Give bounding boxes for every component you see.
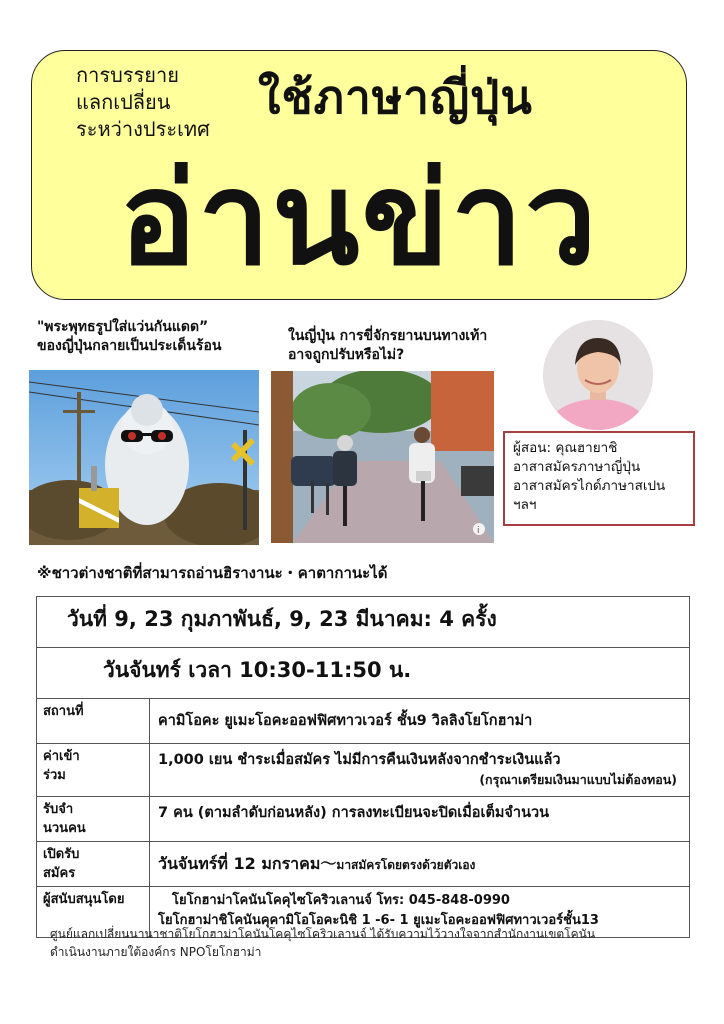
supporter-label: ผู้สนับสนุนโดย bbox=[37, 887, 150, 938]
supporter-line: โยโกฮาม่าโคนันโคคุไซโคริวเลานจ์ โทร: 045-848-0990 bbox=[172, 893, 510, 908]
label-line: ร่วม bbox=[43, 768, 66, 783]
eligibility-note: ※ชาวต่างชาติที่สามารถอ่านฮิรางานะ・คาตากานะได้ bbox=[37, 564, 388, 582]
subtitle-line: แลกเปลี่ยน bbox=[76, 90, 171, 114]
fee-label bbox=[37, 744, 150, 797]
teacher-line: ผู้สอน: คุณฮายาชิ bbox=[513, 440, 618, 456]
schedule-dates-row bbox=[37, 597, 690, 648]
teacher-line: อาสาสมัครไกด์ภาษาสเปน bbox=[513, 478, 666, 494]
buddha-photo bbox=[29, 370, 259, 545]
event-details-table bbox=[36, 596, 690, 938]
venue-value: คามิโอคะ ยูเมะโอคะออฟฟิศทาวเวอร์ ชั้น9 วิลลิงโยโกฮาม่า bbox=[150, 699, 690, 744]
teacher-info bbox=[503, 431, 695, 526]
teacher-portrait-icon bbox=[543, 320, 653, 430]
fee-text: 1,000 เยน ชำระเมื่อสมัคร ไม่มีการคืนเงินหลังจากชำระเงินแล้ว bbox=[158, 752, 561, 768]
teacher-line: ฯลฯ bbox=[513, 497, 537, 513]
label-line: ค่าเข้า bbox=[43, 749, 80, 764]
bicycle-photo bbox=[271, 371, 494, 543]
caption-line: อาจถูกปรับหรือไม่? bbox=[288, 347, 405, 363]
header-subtitle bbox=[76, 62, 210, 143]
venue-label: สถานที่ bbox=[37, 699, 150, 744]
subtitle-line: การบรรยาย bbox=[76, 63, 179, 87]
main-title: อ่านข่าว bbox=[119, 145, 599, 294]
schedule-time: วันจันทร์ เวลา 10:30-11:50 น. bbox=[37, 648, 690, 699]
registration-note: มาสมัครโดยตรงด้วยตัวเอง bbox=[336, 858, 476, 872]
registration-date: วันจันทร์ที่ 12 มกราคม〜 bbox=[158, 854, 337, 873]
schedule-dates: วันที่ 9, 23 กุมภาพันธ์, 9, 23 มีนาคม: 4 ครั้ง bbox=[37, 597, 690, 648]
capacity-label bbox=[37, 797, 150, 842]
schedule-time-row bbox=[37, 648, 690, 699]
caption-line: "พระพุทธรูปใส่แว่นกันแดด” bbox=[37, 319, 209, 335]
label-line: เปิดรับ bbox=[43, 847, 80, 862]
registration-value bbox=[150, 842, 690, 887]
supporter-line: โยโกฮาม่าชิโคนันคุคามิโอโอคะนิชิ 1 -6- 1 ยูเมะโอคะออฟฟิศทาวเวอร์ชั้น13 bbox=[158, 913, 599, 928]
teacher-line: อาสาสมัครภาษาญี่ปุ่น bbox=[513, 459, 641, 475]
capacity-row bbox=[37, 797, 690, 842]
fee-value bbox=[150, 744, 690, 797]
label-line: นวนคน bbox=[43, 821, 86, 836]
venue-row bbox=[37, 699, 690, 744]
news-caption-bicycle bbox=[288, 327, 487, 365]
footer bbox=[50, 925, 595, 961]
registration-row bbox=[37, 842, 690, 887]
title-top: ใช้ภาษาญี่ปุ่น bbox=[258, 70, 533, 124]
fee-note: (กรุณาเตรียมเงินมาแบบไม่ต้องทอน) bbox=[479, 772, 677, 787]
teacher-avatar bbox=[543, 320, 653, 430]
footer-line: ดำเนินงานภายใต้องค์กร NPOโยโกฮาม่า bbox=[50, 945, 262, 959]
news-caption-buddha bbox=[37, 318, 221, 356]
registration-label bbox=[37, 842, 150, 887]
buddha-sunglasses-illustration bbox=[29, 370, 259, 545]
subtitle-line: ระหว่างประเทศ bbox=[76, 117, 210, 141]
label-line: รับจำ bbox=[43, 802, 74, 817]
label-line: สมัคร bbox=[43, 866, 76, 881]
svg-text:i: i bbox=[477, 526, 480, 536]
caption-line: ของญี่ปุ่นกลายเป็นประเด็นร้อน bbox=[37, 338, 222, 354]
bicycle-street-illustration bbox=[271, 371, 494, 543]
caption-line: ในญี่ปุ่น การขี่จักรยานบนทางเท้า bbox=[288, 328, 488, 344]
footer-line: ศูนย์แลกเปลี่ยนนานาชาติโยโกฮาม่าโคนันโคคุไซโคริวเลานจ์ ได้รับความไว้วางใจจากสำนักงานเขตโคนัน bbox=[50, 927, 596, 941]
fee-row bbox=[37, 744, 690, 797]
capacity-value: 7 คน (ตามลำดับก่อนหลัง) การลงทะเบียนจะปิดเมื่อเต็มจำนวน bbox=[150, 797, 690, 842]
